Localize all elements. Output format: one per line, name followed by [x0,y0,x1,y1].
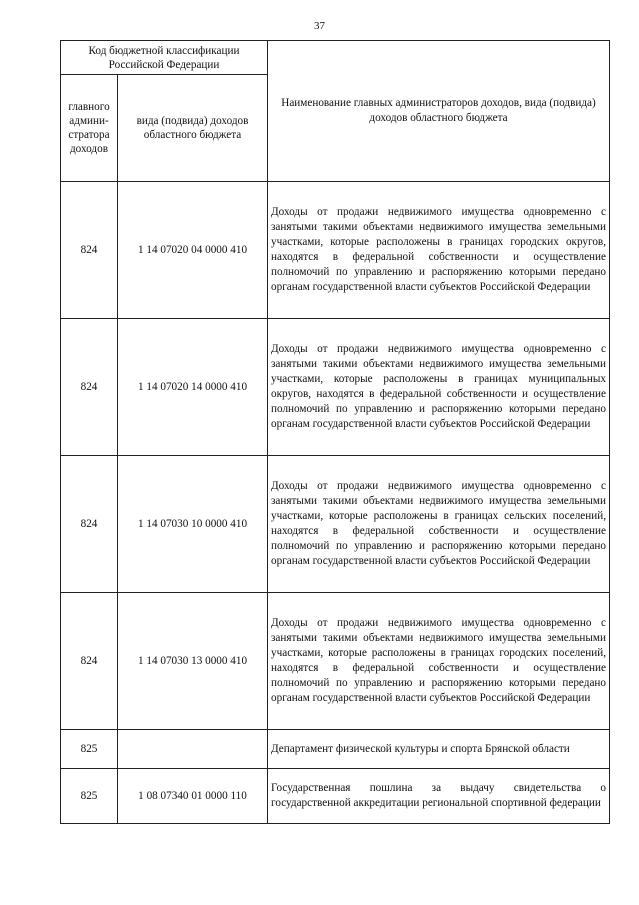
revenue-code-cell: 1 14 07030 10 0000 410 [118,456,268,593]
revenue-name-cell: Доходы от продажи недвижимого имущества одновременно с занятыми такими объектами недвижимого имущества земельными участками, которые расположены в границах городских поселений, находятся в федеральной собственности и осуществление полномочий по управлению и распоряжению которыми передано органам государственной власти субъектов Российской Федерации [268,593,610,730]
admin-code-cell: 825 [61,730,118,769]
revenue-code-cell: 1 14 07030 13 0000 410 [118,593,268,730]
table-row [61,769,610,824]
revenue-name-cell: Доходы от продажи недвижимого имущества одновременно с занятыми такими объектами недвижимого имущества земельными участками, которые расположены в границах сельских поселений, находятся в федеральной собственности и осуществление полномочий по управлению и распоряжению которыми передано органам государственной власти субъектов Российской Федерации [268,456,610,593]
revenue-name-cell: Доходы от продажи недвижимого имущества одновременно с занятыми такими объектами недвижимого имущества земельными участками, которые расположены в границах городских округов, находятся в федеральной собственности и осуществление полномочий по управлению и распоряжению которыми передано органам государственной власти субъектов Российской Федерации [268,182,610,319]
revenue-name-cell: Доходы от продажи недвижимого имущества одновременно с занятыми такими объектами недвижимого имущества земельными участками, которые расположены в границах муниципальных округов, находятся в федеральной собственности и осуществление полномочий по управлению и распоряжению которыми передано органам государственной власти субъектов Российской Федерации [268,319,610,456]
header-main-administrator: главного админи-стратора доходов [61,75,118,182]
admin-code-cell: 824 [61,593,118,730]
budget-classification-table [60,40,610,824]
header-administrator-name: Наименование главных администраторов доходов, вида (подвида) доходов областного бюджета [268,41,610,182]
revenue-code-cell: 1 14 07020 14 0000 410 [118,319,268,456]
table-row [61,182,610,319]
revenue-name-cell: Государственная пошлина за выдачу свидетельства о государственной аккредитации региональной спортивной федерации [268,769,610,824]
admin-code-cell: 824 [61,319,118,456]
revenue-code-cell: 1 08 07340 01 0000 110 [118,769,268,824]
admin-code-cell: 825 [61,769,118,824]
table-row [61,593,610,730]
table-row-department [61,730,610,769]
revenue-code-cell: 1 14 07020 04 0000 410 [118,182,268,319]
table-row [61,456,610,593]
table-row [61,319,610,456]
header-revenue-type: вида (подвида) доходов областного бюджета [118,75,268,182]
revenue-code-cell [118,730,268,769]
department-name-cell: Департамент физической культуры и спорта Брянской области [268,730,610,769]
table-header-row [61,41,610,75]
admin-code-cell: 824 [61,182,118,319]
header-budget-code-group: Код бюджетной классификации Российской Федерации [61,41,268,75]
page-number: 37 [314,20,325,32]
admin-code-cell: 824 [61,456,118,593]
